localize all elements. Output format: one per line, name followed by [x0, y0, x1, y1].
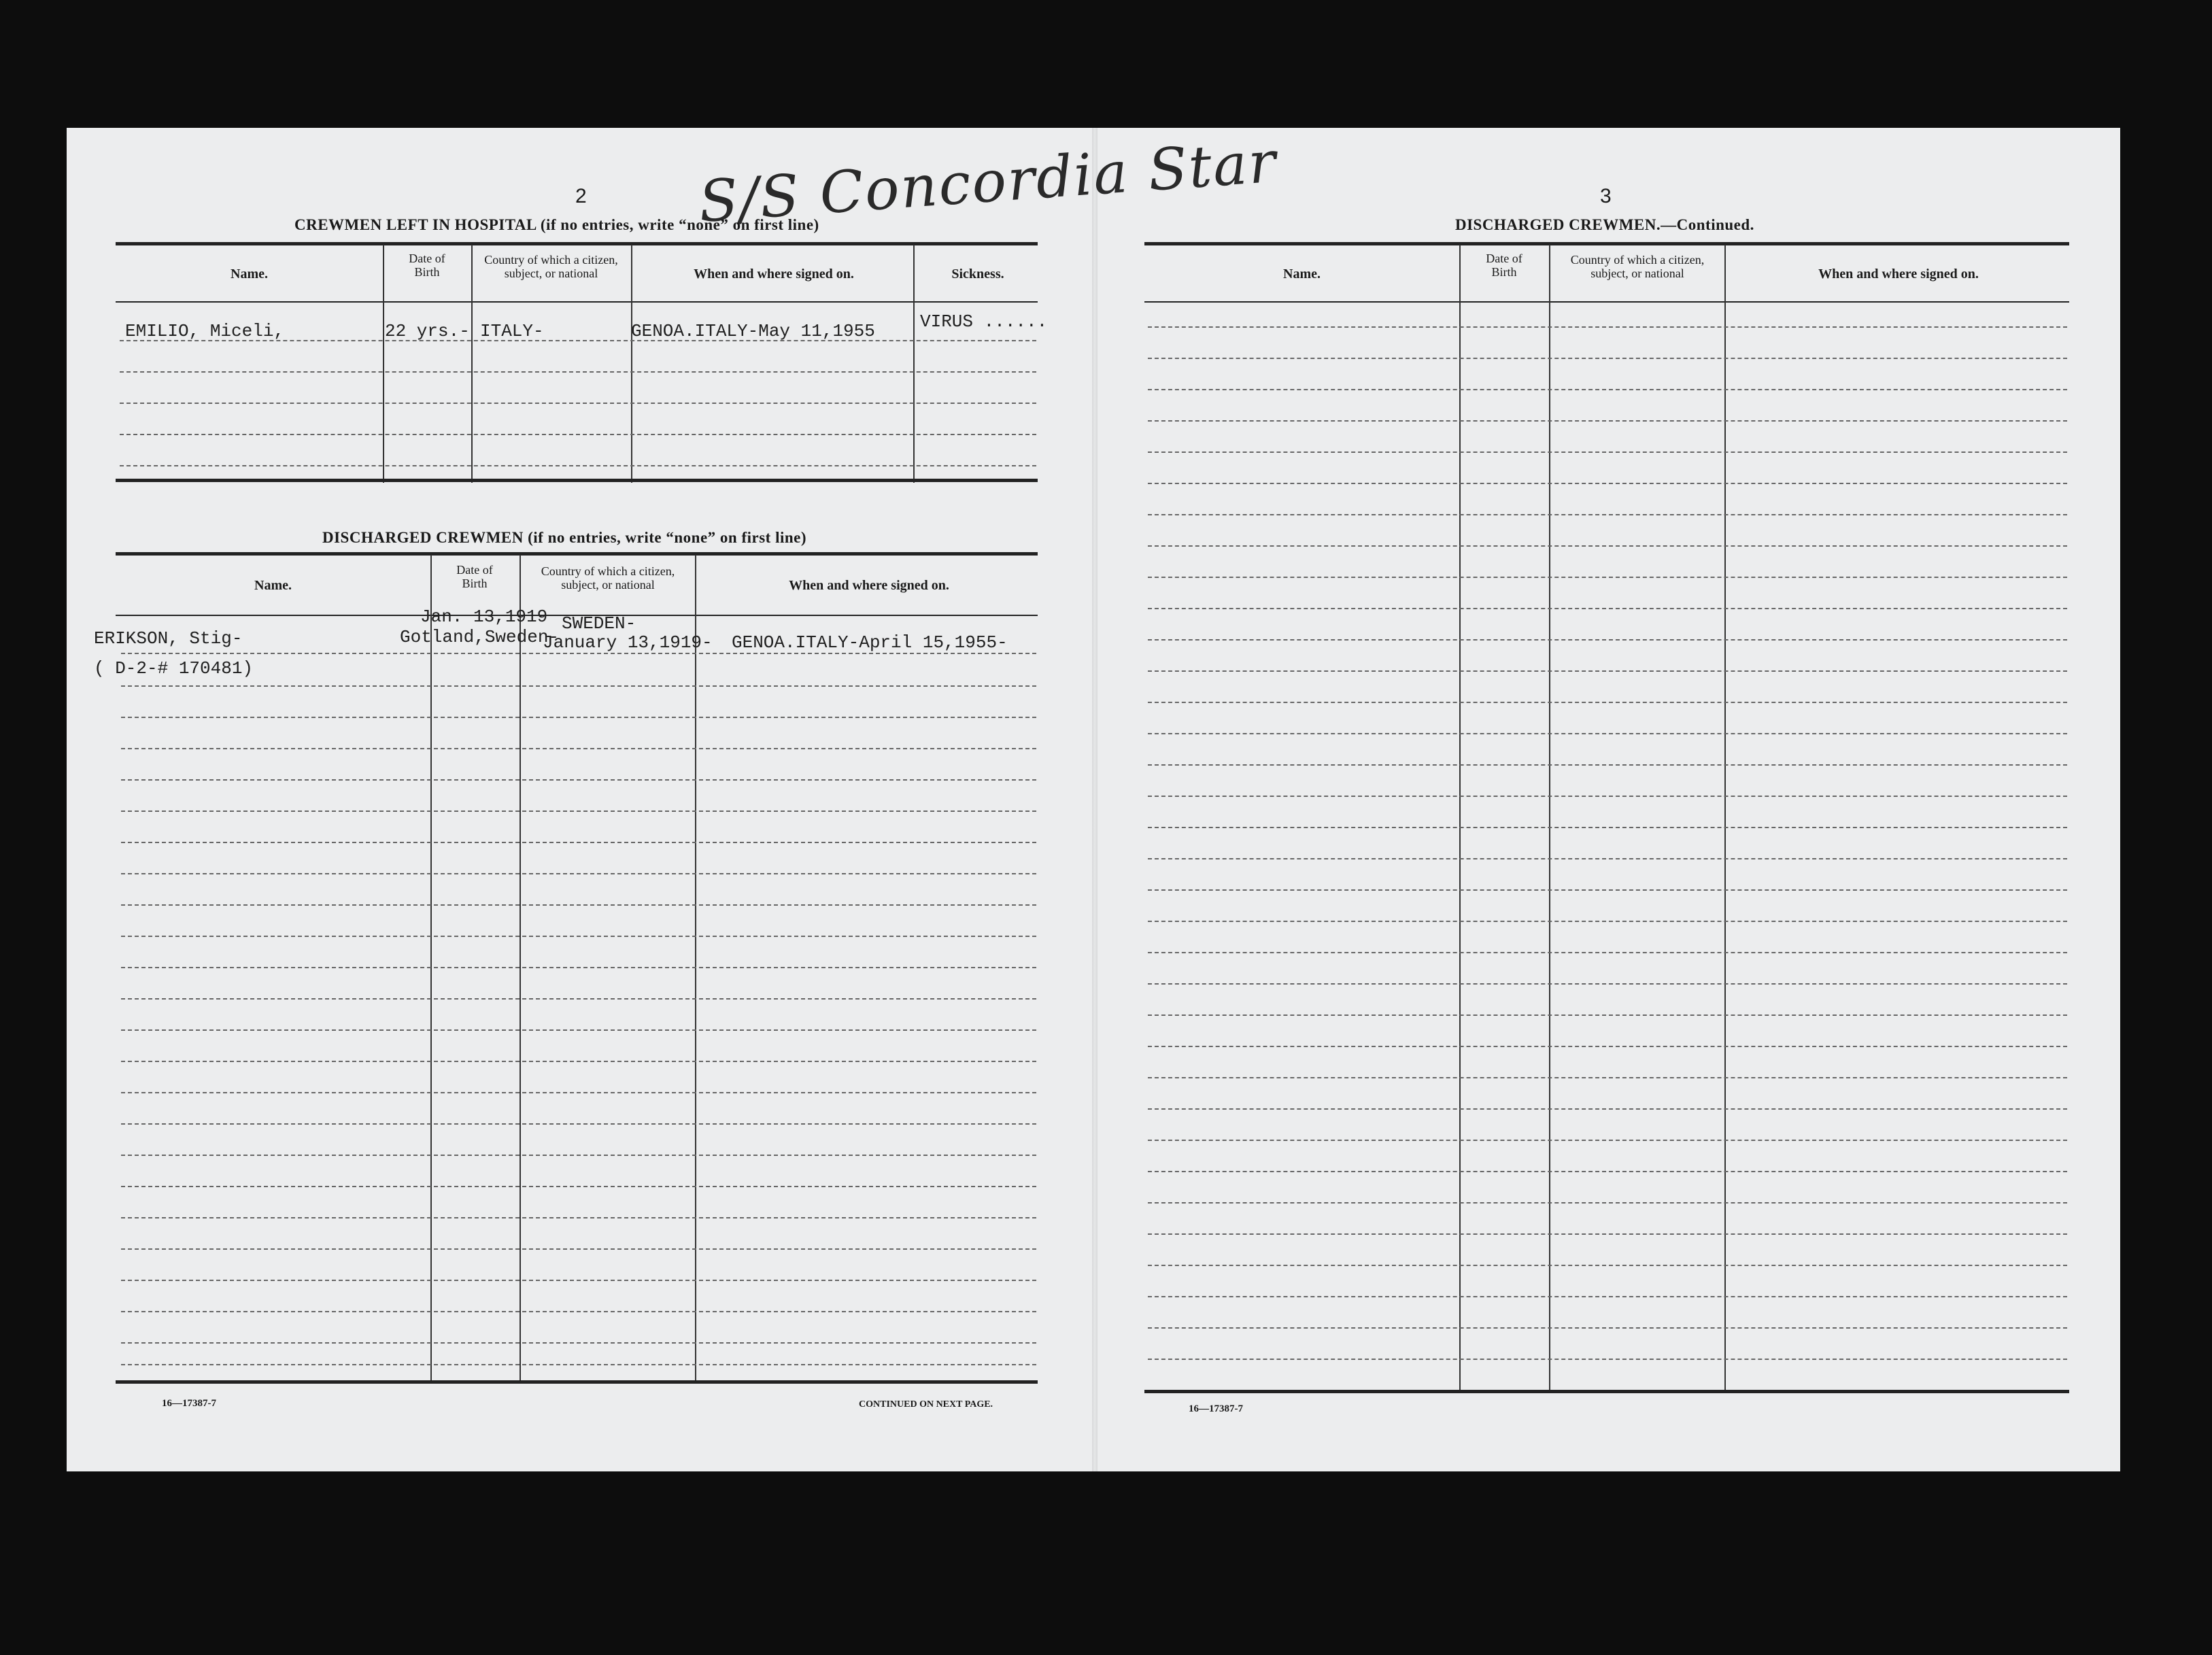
discharged-birthplace: Gotland,Sweden- [400, 627, 560, 647]
hospital-sickness: VIRUS ...... [920, 311, 1048, 332]
entry-line [1148, 889, 2067, 891]
discharged-col-dob: Date of Birth [456, 563, 493, 590]
discharged-col-name: Name. [254, 578, 292, 593]
entry-line [121, 748, 1036, 749]
entry-line [121, 1186, 1036, 1187]
discharged-top-rule [116, 552, 1038, 556]
page-fold [1092, 128, 1098, 1471]
entry-line [1148, 358, 2067, 359]
hospital-col-name: Name. [231, 267, 268, 281]
entry-line [1148, 389, 2067, 390]
entry-line [1148, 670, 2067, 672]
right-bottom-rule [1144, 1390, 2069, 1393]
continued-note: CONTINUED ON NEXT PAGE. [859, 1399, 993, 1410]
entry-line [1148, 545, 2067, 547]
discharged-col-divider [430, 555, 432, 1383]
entry-line [121, 779, 1036, 781]
hospital-dob: 22 yrs.- [385, 321, 470, 341]
right-col-divider [1724, 245, 1726, 1393]
right-section-title: DISCHARGED CREWMEN.—Continued. [1455, 216, 1754, 233]
entry-line [1148, 733, 2067, 734]
entry-line [1148, 1108, 2067, 1110]
entry-line [1148, 514, 2067, 515]
entry-line [121, 904, 1036, 906]
discharged-col-divider [520, 555, 521, 1383]
discharged-signed-on: GENOA.ITALY-April 15,1955- [732, 632, 1008, 653]
entry-line [121, 936, 1036, 937]
entry-line [1148, 451, 2067, 453]
discharged-country-date: January 13,1919- [543, 632, 713, 653]
hospital-col-dob: Date of Birth [409, 252, 445, 279]
right-col-country: Country of which a citizen, subject, or national [1570, 253, 1705, 280]
hospital-header-rule [116, 301, 1038, 303]
entry-line [1148, 577, 2067, 578]
entry-line [1148, 1077, 2067, 1078]
hospital-col-divider [471, 245, 473, 483]
hospital-col-divider [631, 245, 632, 483]
entry-line [120, 340, 1036, 341]
entry-line [121, 1342, 1036, 1344]
entry-line [121, 1092, 1036, 1093]
entry-line [1148, 1014, 2067, 1016]
entry-line [1148, 764, 2067, 766]
hospital-col-signed-on: When and where signed on. [694, 267, 854, 281]
entry-line [1148, 1327, 2067, 1329]
entry-line [121, 811, 1036, 812]
entry-line [1148, 1265, 2067, 1266]
entry-line [121, 717, 1036, 718]
discharged-section-title: DISCHARGED CREWMEN (if no entries, write “none” on first line) [322, 529, 807, 546]
entry-line [1148, 326, 2067, 328]
discharged-col-signed-on: When and where signed on. [789, 578, 949, 593]
hospital-section-title: CREWMEN LEFT IN HOSPITAL (if no entries, write “none” on first line) [294, 216, 819, 233]
entry-line [1148, 1202, 2067, 1204]
right-form-number: 16—17387-7 [1189, 1403, 1243, 1414]
right-col-signed-on: When and where signed on. [1818, 267, 1979, 281]
hospital-col-sickness: Sickness. [951, 267, 1004, 281]
entry-line [120, 371, 1036, 373]
entry-line [1148, 420, 2067, 422]
hospital-col-country: Country of which a citizen, subject, or national [484, 253, 618, 280]
handwritten-vessel-note: S/S Concordia Star [696, 128, 1280, 235]
entry-line [1148, 796, 2067, 797]
right-page-number: 3 [1600, 185, 1612, 207]
hospital-col-divider [383, 245, 384, 483]
left-form-number: 16—17387-7 [162, 1398, 216, 1409]
entry-line [1148, 702, 2067, 703]
discharged-name-id: ( D-2-# 170481) [94, 658, 254, 679]
entry-line [1148, 827, 2067, 828]
entry-line [1148, 1296, 2067, 1297]
hospital-top-rule [116, 242, 1038, 245]
entry-line [121, 653, 1036, 654]
entry-line [120, 465, 1036, 466]
entry-line [121, 873, 1036, 874]
entry-line [121, 685, 1036, 687]
entry-line [1148, 921, 2067, 922]
discharged-country: SWEDEN- [562, 613, 636, 634]
entry-line [121, 1280, 1036, 1281]
left-page-number: 2 [575, 185, 587, 207]
hospital-col-divider [913, 245, 915, 483]
entry-line [120, 403, 1036, 404]
right-top-rule [1144, 242, 2069, 245]
discharged-name: ERIKSON, Stig- [94, 628, 243, 649]
entry-line [1148, 608, 2067, 609]
entry-line [1148, 983, 2067, 985]
entry-line [121, 967, 1036, 968]
discharged-dob: Jan. 13,1919 [420, 607, 548, 627]
entry-line [121, 1123, 1036, 1125]
entry-line [1148, 952, 2067, 953]
hospital-name: EMILIO, Miceli, [125, 321, 285, 341]
entry-line [121, 1155, 1036, 1156]
right-col-name: Name. [1283, 267, 1321, 281]
entry-line [121, 1029, 1036, 1031]
entry-line [1148, 858, 2067, 859]
entry-line [1148, 1233, 2067, 1235]
entry-line [121, 1311, 1036, 1312]
hospital-signed-on: GENOA.ITALY-May 11,1955 [631, 321, 875, 341]
entry-line [1148, 483, 2067, 484]
hospital-bottom-rule [116, 479, 1038, 482]
entry-line [1148, 1171, 2067, 1172]
entry-line [121, 1248, 1036, 1250]
entry-line [121, 998, 1036, 1000]
right-col-dob: Date of Birth [1486, 252, 1522, 279]
entry-line [121, 1364, 1036, 1365]
entry-line [1148, 1140, 2067, 1141]
document-sheet [67, 128, 2120, 1471]
hospital-country: ITALY- [480, 321, 544, 341]
discharged-col-divider [695, 555, 696, 1383]
entry-line [121, 842, 1036, 843]
entry-line [1148, 1359, 2067, 1360]
entry-line [1148, 1046, 2067, 1047]
entry-line [121, 1061, 1036, 1062]
discharged-col-country: Country of which a citizen, subject, or national [541, 564, 675, 592]
right-col-divider [1549, 245, 1550, 1393]
entry-line [120, 434, 1036, 435]
discharged-bottom-rule [116, 1380, 1038, 1384]
right-col-divider [1459, 245, 1461, 1393]
entry-line [1148, 639, 2067, 641]
right-header-rule [1144, 301, 2069, 303]
entry-line [121, 1217, 1036, 1218]
